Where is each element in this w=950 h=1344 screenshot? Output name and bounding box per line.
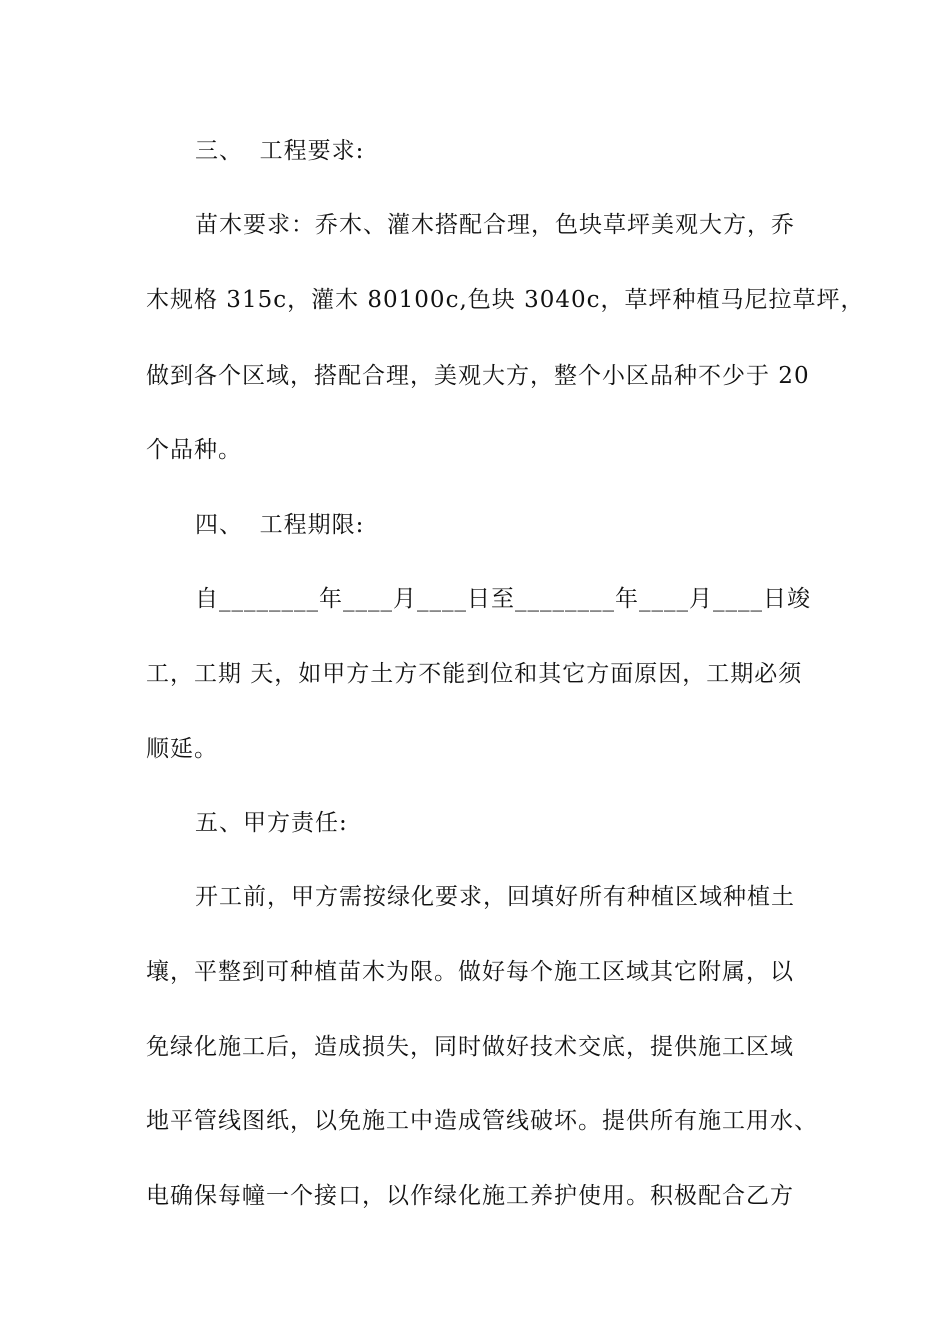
paragraph-line: 开工前，甲方需按绿化要求，回填好所有种植区域种植土	[195, 884, 795, 910]
paragraph-line: 个品种。	[146, 437, 242, 463]
section-3-heading: 三、 工程要求:	[195, 138, 365, 164]
paragraph-line: 地平管线图纸，以免施工中造成管线破坏。提供所有施工用水、	[146, 1108, 818, 1134]
paragraph-line: 壤，平整到可种植苗木为限。做好每个施工区域其它附属，以	[146, 959, 794, 985]
paragraph-line: 做到各个区域，搭配合理，美观大方，整个小区品种不少于 20	[146, 363, 810, 389]
section-5-heading: 五、甲方责任:	[195, 810, 348, 836]
paragraph-line: 自________年____月____日至________年____月____日竣	[195, 586, 811, 612]
paragraph-line: 电确保每幢一个接口，以作绿化施工养护使用。积极配合乙方	[146, 1183, 794, 1209]
section-4-heading: 四、 工程期限:	[195, 512, 365, 538]
paragraph-line: 免绿化施工后，造成损失，同时做好技术交底，提供施工区域	[146, 1034, 794, 1060]
paragraph-line: 苗木要求：乔木、灌木搭配合理，色块草坪美观大方，乔	[195, 212, 795, 238]
paragraph-line: 工，工期 天，如甲方土方不能到位和其它方面原因，工期必须	[146, 661, 803, 687]
paragraph-line: 顺延。	[146, 736, 218, 762]
paragraph-line: 木规格 315c，灌木 80100c,色块 3040c，草坪种植马尼拉草坪，	[146, 287, 865, 313]
